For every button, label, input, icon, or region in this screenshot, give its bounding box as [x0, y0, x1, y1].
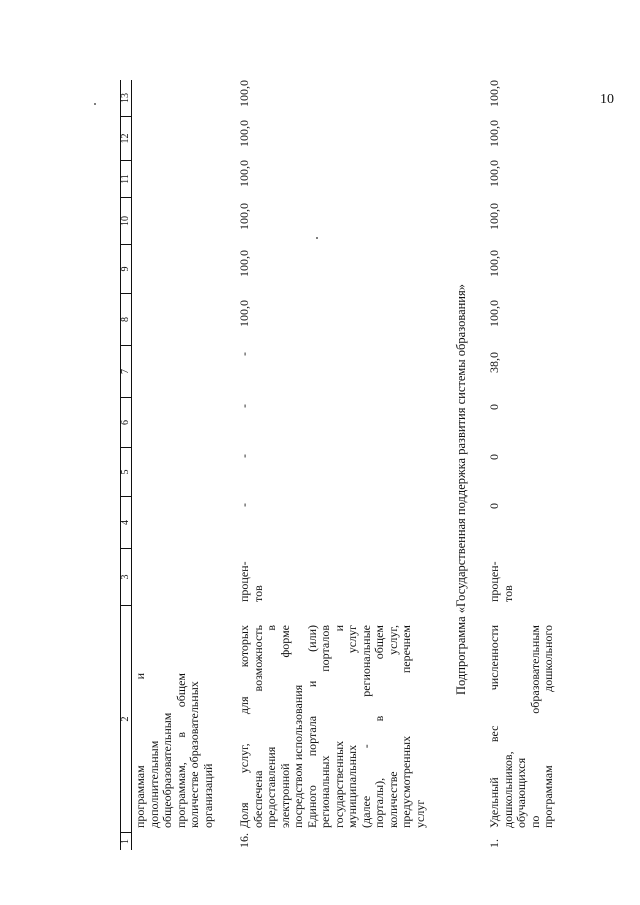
col-3-header: 3: [121, 548, 131, 605]
value-col-7: -: [237, 352, 251, 356]
text-line: предусмотренных перечнем: [399, 625, 413, 828]
row-number: 16.: [237, 833, 251, 848]
value-col-8: 100,0: [487, 300, 501, 327]
text-line: Единого портала и (или): [304, 625, 319, 828]
text-line: Доля услуг, для которых: [237, 625, 251, 828]
col-12-header: 12: [121, 116, 131, 160]
text-line: по образовательным: [527, 625, 542, 828]
text-line: программам дошкольного: [541, 625, 555, 828]
value-col-11: 100,0: [237, 160, 251, 187]
value-col-4: -: [237, 503, 251, 507]
text-line: количестве услуг,: [385, 625, 400, 828]
value-col-13: 100,0: [237, 80, 251, 107]
unit-label: тов: [500, 585, 515, 602]
value-col-5: 0: [487, 454, 501, 460]
text-line: дополнительным: [146, 740, 161, 828]
value-col-10: 100,0: [487, 203, 501, 230]
value-col-7: 38,0: [487, 352, 501, 373]
col-11-header: 11: [121, 160, 131, 197]
col-5-header: 5: [121, 447, 131, 496]
rotated-table-sheet: [120, 50, 600, 850]
text-line: порталы), в общем: [372, 625, 386, 828]
page-number: 10: [600, 92, 614, 107]
text-line: программам, в общем: [173, 673, 188, 828]
text-line: организаций: [200, 763, 215, 828]
text-line: обучающихся: [514, 757, 528, 828]
value-col-12: 100,0: [237, 120, 251, 147]
subprogram-title: Подпрограмма «Государственная поддержка развития системы образования»: [454, 284, 468, 695]
value-col-6: 0: [487, 404, 501, 410]
column-header-row: [120, 80, 132, 850]
col-4-header: 4: [121, 496, 131, 548]
value-col-6: -: [237, 404, 251, 408]
text-line: региональных порталов: [318, 625, 332, 828]
text-line: государственных и: [331, 625, 346, 828]
col-1-header: 1: [121, 832, 131, 850]
text-line: муниципальных услуг: [345, 625, 359, 828]
value-col-8: 100,0: [237, 300, 251, 327]
col-9-header: 9: [121, 244, 131, 293]
text-line: обеспечена возможность: [250, 625, 265, 828]
text-line: программам и: [133, 673, 147, 828]
value-col-9: 100,0: [487, 250, 501, 277]
unit-label: тов: [250, 585, 265, 602]
text-line: количестве образовательных: [187, 681, 201, 828]
col-8-header: 8: [121, 293, 131, 345]
text-line: посредством использования: [291, 684, 305, 828]
col-2-header: 2: [121, 605, 131, 832]
value-col-5: -: [237, 454, 251, 458]
text-line: электронной форме: [277, 625, 292, 828]
col-13-header: 13: [120, 93, 131, 103]
text-line: услуг: [412, 799, 427, 828]
value-col-11: 100,0: [487, 160, 501, 187]
col-7-header: 7: [121, 345, 131, 397]
value-col-4: 0: [487, 503, 501, 509]
unit-label: процен-: [237, 561, 251, 602]
col-10-header: 10: [121, 197, 131, 244]
unit-label: процен-: [487, 561, 501, 602]
text-line: (далее - региональные: [358, 625, 373, 828]
value-col-13: 100,0: [487, 80, 501, 107]
value-col-12: 100,0: [487, 120, 501, 147]
row-number: 1.: [487, 839, 501, 848]
scan-speck: [94, 103, 96, 105]
text-line: дошкольников,: [500, 751, 515, 828]
text-line: Удельный вес численности: [487, 625, 501, 828]
text-line: общеобразовательным: [160, 712, 174, 828]
text-line: предоставления в: [264, 625, 278, 828]
value-col-9: 100,0: [237, 250, 251, 277]
value-col-10: 100,0: [237, 203, 251, 230]
col-6-header: 6: [121, 397, 131, 447]
